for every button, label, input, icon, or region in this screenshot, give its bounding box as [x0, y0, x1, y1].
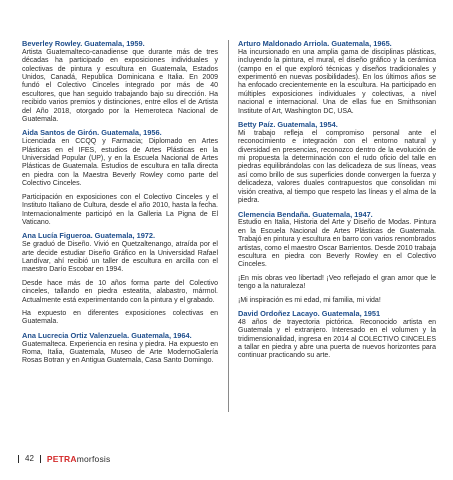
- artist-entry: [22, 232, 218, 326]
- brand-logo: [47, 453, 111, 465]
- page-number: 42: [25, 454, 34, 463]
- artist-bio-paragraph: Participación en exposiciones con el Colectivo Cinceles y el Instituto Italiano de Cultura, desde el año 2010, hasta la fecha. Internacionalmente participó en la Galleria La Pigna de El Vaticano.: [22, 193, 218, 226]
- artist-bio-paragraph: ¡Mi inspiración es mi edad, mi familia, mi vida!: [238, 296, 381, 304]
- artist-entry: [22, 40, 218, 124]
- column-divider: [228, 40, 229, 412]
- artist-entry: [238, 211, 436, 305]
- footer-bar-right: [40, 455, 41, 463]
- artist-name: Beverley Rowley. Guatemala, 1959.: [22, 39, 145, 48]
- artist-bio-paragraph: Mi trabajo refleja el compromiso personal ante el reconocimiento e integración con el entorno natural y diversidad en presencias, reconozco dentro de la evolución de mi propuesta la determinación con el rudo oficio del talle en piedras equilibrándolas con las delicadeza de sus líneas, veas así como brillo de sus superficies donde convergen la fuerza y delicadeza, valores duales contrapuestos que consolidan mi visión creativa, al tiempo que respeto las líneas y el alma de la piedra.: [238, 129, 436, 205]
- artist-name: Ana Lucía Figueroa. Guatemala, 1972.: [22, 231, 156, 241]
- artist-entry: [238, 121, 436, 205]
- artist-entry: [238, 40, 436, 116]
- right-column: [238, 40, 436, 366]
- artist-bio-paragraph: Ha incursionado en una amplia gama de disciplinas plásticas, incluyendo la pintura, el mural, el diseño gráfico y la cerámica (campo en el que exploró técnicas y diseños tradicionales y experimentó en nuevas posibilidades). En los últimos años se ha enfocado crecientemente en la escultura. Ha participado en múltiples exposiciones individuales y colectivas, a nivel nacional e internacional. Una de ellas fue en Smithsonian Institute of Art, Washington DC, USA.: [238, 48, 436, 115]
- artist-name: Clemencia Bendaña. Guatemala, 1947.: [238, 209, 373, 219]
- artist-name: Arturo Maldonado Arriola. Guatemala, 1965.: [238, 39, 392, 48]
- artist-bio-paragraph: Artista Guatemalteco-canadiense que durante más de tres décadas ha participado en exposiciones individuales y colectivas de pintura y escultura en Guatemala, Estados Unidos, Canadá, Republica Dominicana e Italia. En 2009 fundó el Colectivo Cinceles integrado por más de 40 escultores, que han seguido trabajando bajo su dirección. Ha recibido varios premios y distinciones, entre ellos el de Artista del Año 2018, otorgado por la Hemeroteca Nacional de Guatemala.: [22, 48, 218, 124]
- artist-name: Ana Lucrecia Ortiz Valenzuela. Guatemala, 1964.: [22, 330, 192, 340]
- artist-bio-paragraph: Ha expuesto en diferentes exposiciones colectivas en Guatemala.: [22, 309, 218, 326]
- brand-part-petra: PETRA: [46, 454, 77, 464]
- artist-name: Betty Paíz. Guatemala, 1954.: [238, 120, 338, 130]
- artist-entry: [22, 129, 218, 227]
- artist-name: Aida Santos de Girón. Guatemala, 1956.: [22, 128, 162, 138]
- page-footer: [18, 453, 110, 465]
- left-column: [22, 40, 218, 371]
- artist-bio-paragraph: Se graduó de Diseño. Vivió en Quetzaltenango, atraída por el arte decide estudiar Diseño Gráfico en la Universidad Rafael Landívar, ahí recibió un taller de escultura en arcilla con el maestro Darío Escobar en 1994.: [22, 241, 218, 274]
- artist-bio-paragraph: Estudio en Italia, Historia del Arte y Diseño de Modas. Pintura en la Escuela Nacional de Artes Plásticas de Guatemala. Trabajó en pintura y escultura en barro con varios renombrados artistas, como el maestro Oscar Barrientos. Desde 2010 trabaja escultura en piedra con Beverly Rowley en el Colectivo Cinceles.: [238, 219, 436, 269]
- artist-entry: [22, 332, 218, 366]
- artist-bio-paragraph: ¡En mis obras veo libertad! ¡Veo reflejado el gran amor que le tengo a la naturaleza!: [238, 274, 436, 291]
- artist-bio-paragraph: Guatemalteca. Experiencia en resina y piedra. Ha expuesto en Roma, Italia, Guatemala, Museo de Arte ModernoGalería Rosas Botran y en Antigua Guatemala, Casa Santo Domingo.: [22, 340, 218, 365]
- artist-bio-paragraph: 48 años de trayectoria pictórica. Reconocido artista en Guatemala y el extranjero. Interesado en el volumen y la tridimensionalidad, ingresa en 2014 al COLECTIVO CINCELES a tallar en piedra y abre una puerta de nuevos horizontes para continuar practicando su arte.: [238, 318, 436, 360]
- artist-entry: [238, 310, 436, 361]
- artist-name: David Ordoñez Lacayo. Guatemala, 1951: [238, 308, 381, 318]
- artist-bio-paragraph: Desde hace más de 10 años forma parte del Colectivo cinceles, tallando en piedra esteatita, alabastro, mármol. Actualmente está experimentando con la pintura y el grabado.: [22, 279, 218, 304]
- artist-bio-paragraph: Licenciada en CCQQ y Farmacia; Diplomado en Artes Plásticas en el IFES, estudios de Artes Plásticas en la Universidad Popular (UP), y en la Escuela Nacional de Artes Plásticas de Guatemala. Estudios de escultura en talla directa en piedra con la Maestra Beverly Rowley como parte del Colectivo Cinceles.: [22, 138, 218, 188]
- footer-bar-left: [18, 455, 19, 463]
- brand-part-morfosis: morfosis: [76, 454, 111, 464]
